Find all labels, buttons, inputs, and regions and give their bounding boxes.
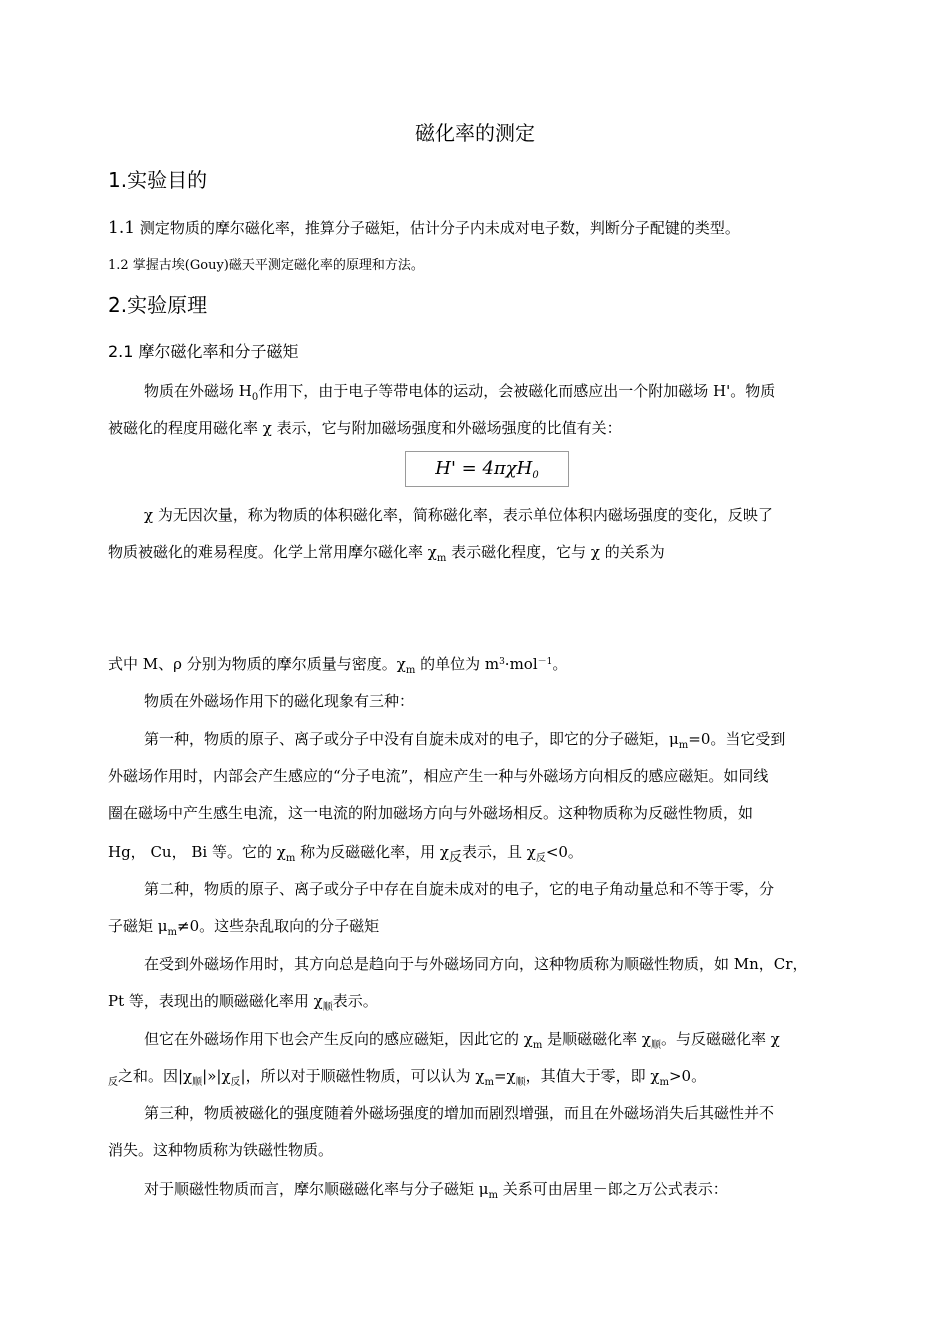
text-line	[108, 654, 844, 674]
text-line: 物质在外磁场作用下的磁化现象有三种：	[144, 692, 415, 710]
text-run: 表示。	[332, 992, 378, 1010]
subscript: m	[436, 553, 447, 564]
subscript: 反	[108, 1077, 118, 1088]
formula-text: H' = 4πχH	[435, 458, 533, 479]
text-line	[108, 991, 844, 1011]
text-run: 作用下，由于电子等带电体的运动，会被磁化而感应出一个附加磁场 H'。物质	[258, 382, 776, 400]
paragraph-1-2: 1.2 掌握古埃(Gouy)磁天平测定磁化率的原理和方法。	[108, 258, 424, 273]
subscript: 顺	[651, 1040, 661, 1051]
text-run: 的单位为 m	[415, 655, 500, 673]
subscript: m	[488, 1190, 499, 1201]
subscript: m	[659, 1077, 669, 1088]
text-run: 。与反磁磁化率 χ	[661, 1030, 780, 1048]
text-line	[144, 1179, 844, 1199]
text-line: 消失。这种物质称为铁磁性物质。	[108, 1141, 334, 1159]
subscript: 反	[230, 1077, 241, 1088]
text-run: 表示，且 χ	[461, 843, 536, 861]
text-run: 子磁矩 μ	[108, 917, 168, 935]
item-text: 测定物质的摩尔磁化率，推算分子磁矩，估计分子内未成对电子数，判断分子配键的类型。	[139, 219, 740, 237]
text-run: 是顺磁磁化率 χ	[542, 1030, 651, 1048]
superscript: 3	[499, 657, 505, 667]
subscript: 0	[251, 392, 259, 403]
subscript: 顺	[192, 1077, 203, 1088]
subscript: 顺	[322, 1002, 333, 1013]
text-run: 式中 M、ρ 分别为物质的摩尔质量与密度。χ	[108, 655, 406, 673]
text-run: 对于顺磁性物质而言，摩尔顺磁磁化率与分子磁矩 μ	[144, 1180, 489, 1198]
text-run: >0。	[668, 1067, 707, 1085]
item-number: 1.1	[108, 218, 136, 238]
text-run: ·mol	[504, 655, 538, 673]
section-heading-1: 1.实验目的	[108, 168, 208, 192]
text-line: 圈在磁场中产生感生电流，这一电流的附加磁场方向与外磁场相反。这种物质称为反磁性物质，如	[108, 804, 754, 822]
text-run: |，所以对于顺磁性物质，可以认为 χ	[240, 1067, 485, 1085]
subscript: m	[532, 1040, 543, 1051]
subscript: m	[678, 740, 689, 751]
text-run: ，其值大于零，即 χ	[525, 1067, 660, 1085]
subscript: 反	[535, 853, 546, 864]
subscript: m	[484, 1077, 494, 1088]
text-line	[108, 1066, 844, 1086]
text-run: =0。当它受到	[688, 730, 786, 748]
text-run: |»|χ	[202, 1067, 231, 1085]
text-run: 第一种，物质的原子、离子或分子中没有自旋未成对的电子，即它的分子磁矩，μ	[144, 730, 679, 748]
text-run: =χ	[493, 1067, 516, 1085]
section-heading-2: 2.实验原理	[108, 293, 208, 317]
subscript: 顺	[515, 1077, 526, 1088]
text-line	[144, 381, 844, 401]
text-run	[144, 729, 785, 749]
text-run: 之和。因|χ	[118, 1067, 193, 1085]
text-run: Pt 等，表现出的顺磁磁化率用 χ	[108, 992, 323, 1010]
text-line	[108, 542, 844, 562]
text-line: 第三种，物质被磁化的强度随着外磁场强度的增加而剧烈增强，而且在外磁场消失后其磁性并不	[144, 1104, 775, 1122]
page-title: 磁化率的测定	[415, 121, 535, 145]
text-line: 在受到外磁场作用时，其方向总是趋向于与外磁场同方向，这种物质称为顺磁性物质，如 Mn，Cr，	[144, 955, 808, 973]
text-line: 第二种，物质的原子、离子或分子中存在自旋未成对的电子，它的电子角动量总和不等于零，分	[144, 880, 775, 898]
text-line: 被磁化的程度用磁化率 χ 表示，它与附加磁场强度和外磁场强度的比值有关：	[108, 419, 622, 437]
text-line: 外磁场作用时，内部会产生感应的“分子电流”，相应产生一种与外磁场方向相反的感应磁矩。如同线	[108, 767, 769, 785]
text-line	[144, 1029, 844, 1049]
text-line	[108, 842, 844, 865]
text-line	[108, 916, 844, 936]
formula-box	[405, 451, 569, 487]
text-run: 但它在外磁场作用下也会产生反向的感应磁矩，因此它的 χ	[144, 1030, 533, 1048]
superscript: －1	[537, 657, 553, 667]
paragraph-1-1	[108, 218, 844, 238]
text-run: 表示磁化程度，它与 χ 的关系为	[446, 543, 665, 561]
text-run: Hg， Cu， Bi 等。它的 χ	[108, 843, 286, 861]
text-run: 物质被磁化的难易程度。化学上常用摩尔磁化率 χ	[108, 543, 437, 561]
subscript: m	[405, 665, 416, 676]
text-run: 称为反磁磁化率，用 χ	[295, 843, 449, 861]
text-run: ≠0。这些杂乱取向的分子磁矩	[177, 917, 380, 935]
subsection-heading-2-1: 2.1 摩尔磁化率和分子磁矩	[108, 342, 299, 361]
text-run: 物质在外磁场 H	[144, 382, 252, 400]
formula-subscript: 0	[532, 470, 539, 481]
subscript: m	[285, 853, 296, 864]
text-run: <0。	[545, 843, 583, 861]
text-run: 关系可由居里－郎之万公式表示：	[498, 1180, 728, 1198]
subscript: m	[167, 927, 178, 938]
text-line	[144, 729, 844, 749]
text-run: 。	[552, 655, 568, 673]
subscript: 反	[448, 850, 462, 865]
text-line: χ 为无因次量，称为物质的体积磁化率，简称磁化率，表示单位体积内磁场强度的变化，反映了	[144, 506, 773, 524]
